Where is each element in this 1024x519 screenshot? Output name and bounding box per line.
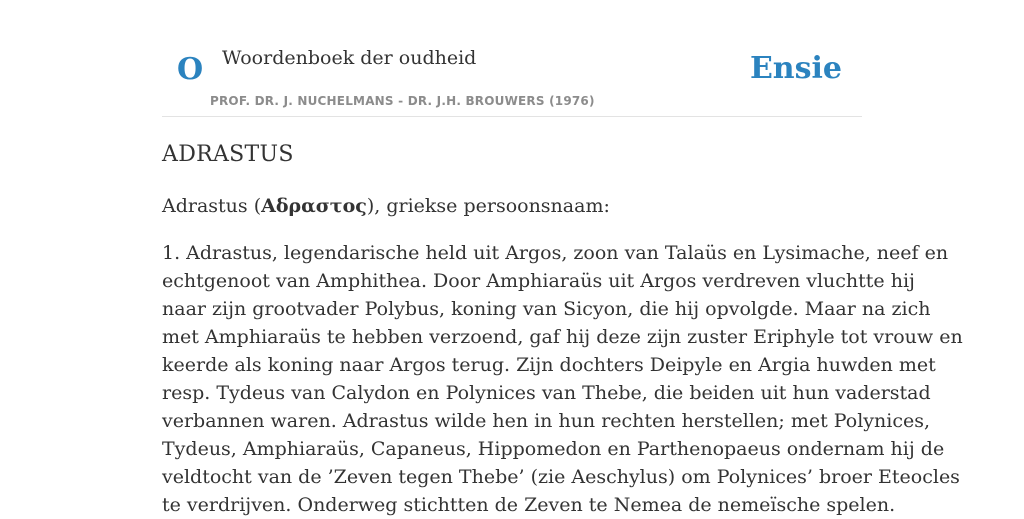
article-paragraph <box>162 239 963 519</box>
page <box>162 0 963 516</box>
paragraph-line: met Amphiaraüs te hebben verzoend, gaf hij deze zijn zuster Eriphyle tot vrouw en <box>162 326 963 348</box>
intro-text-after: ), griekse persoonsnaam: <box>366 195 610 217</box>
book-title[interactable]: Woordenboek der oudheid <box>222 47 477 69</box>
paragraph-line: Tydeus, Amphiaraüs, Capaneus, Hippomedon en Parthenopaeus ondernam hij de <box>162 438 945 460</box>
paragraph-line: verbannen waren. Adrastus wilde hen in hun rechten herstellen; met Polynices, <box>162 410 931 432</box>
index-letter[interactable]: O <box>177 52 204 87</box>
authors-line: PROF. DR. J. NUCHELMANS - DR. J.H. BROUWERS (1976) <box>210 94 595 108</box>
brand-logo[interactable]: Ensie <box>749 51 842 86</box>
article-headword: ADRASTUS <box>162 142 294 167</box>
paragraph-line: naar zijn grootvader Polybus, koning van Sicyon, die hij opvolgde. Maar na zich <box>162 298 931 320</box>
paragraph-line: keerde als koning naar Argos terug. Zijn dochters Deipyle en Argia huwden met <box>162 354 936 376</box>
intro-greek-name: Αδραστος <box>261 195 367 217</box>
header <box>162 0 862 117</box>
intro-text-before: Adrastus ( <box>162 195 262 217</box>
paragraph-line: resp. Tydeus van Calydon en Polynices van Thebe, die beiden uit hun vaderstad <box>162 382 931 404</box>
article-intro <box>162 192 862 220</box>
paragraph-line: 1. Adrastus, legendarische held uit Argos, zoon van Talaüs en Lysimache, neef en <box>162 242 949 264</box>
paragraph-line: echtgenoot van Amphithea. Door Amphiaraüs uit Argos verdreven vluchtte hij <box>162 270 915 292</box>
paragraph-line: te verdrijven. Onderweg stichtten de Zeven te Nemea de nemeïsche spelen. <box>162 494 896 516</box>
paragraph-line: veldtocht van de ’Zeven tegen Thebe’ (zie Aeschylus) om Polynices’ broer Eteocles <box>162 466 960 488</box>
